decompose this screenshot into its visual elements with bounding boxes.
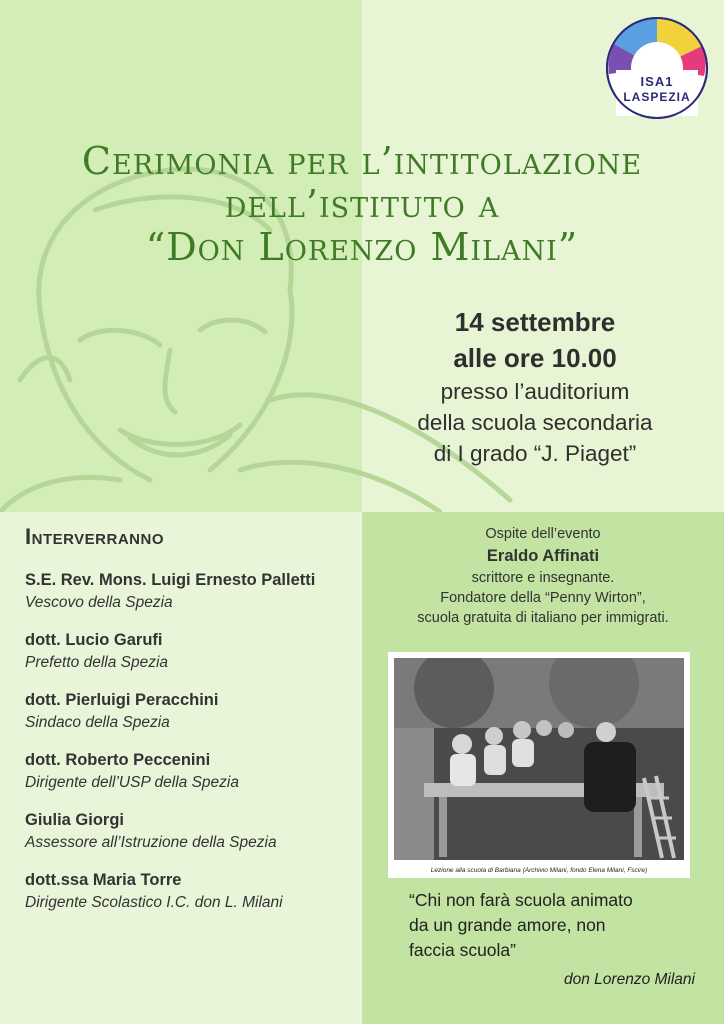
speaker-item: [25, 568, 355, 614]
speaker-item: [25, 688, 355, 734]
page-title: [0, 140, 724, 269]
guest-line-3: scuola gratuita di italiano per immigrati.: [417, 610, 669, 626]
event-info: [370, 304, 700, 469]
quote-line-3: faccia scuola”: [409, 940, 516, 960]
logo-text-bottom: LASPEZIA: [623, 90, 691, 104]
speaker-role: Assessore all’Istruzione della Spezia: [25, 834, 277, 851]
logo-text-top: ISA1: [640, 74, 674, 89]
event-time: alle ore 10.00: [453, 343, 617, 373]
quote-block: [409, 888, 709, 992]
speaker-role: Dirigente dell’USP della Spezia: [25, 774, 239, 791]
quote-line-1: “Chi non farà scuola animato: [409, 890, 633, 910]
event-place-1: presso l’auditorium: [440, 379, 630, 404]
speaker-item: [25, 868, 355, 914]
speaker-name: dott.ssa Maria Torre: [25, 871, 182, 889]
guest-info: [370, 524, 716, 628]
guest-intro: Ospite dell’evento: [485, 526, 601, 542]
title-line-3: “Don Lorenzo Milani”: [145, 225, 579, 269]
speaker-item: [25, 808, 355, 854]
guest-name: Eraldo Affinati: [486, 547, 600, 565]
event-date: 14 settembre: [454, 307, 616, 337]
speaker-name: dott. Pierluigi Peracchini: [25, 691, 219, 709]
photo-caption: Lezione alla scuola di Barbiana (Archivio Milani, fondo Elena Milani, Fscire): [430, 867, 648, 874]
event-place-3: di I grado “J. Piaget”: [433, 441, 637, 466]
title-line-2: dell’istituto a: [224, 182, 500, 226]
quote-line-2: da un grande amore, non: [409, 915, 606, 935]
speaker-item: [25, 628, 355, 674]
guest-line-1: scrittore e insegnante.: [471, 570, 615, 586]
historic-photo: [388, 652, 690, 878]
event-place-2: della scuola secondaria: [417, 410, 653, 435]
speaker-name: dott. Roberto Peccenini: [25, 751, 211, 769]
speakers-heading: Interverranno: [25, 524, 165, 549]
speaker-name: Giulia Giorgi: [25, 811, 125, 829]
photo-image: [394, 658, 684, 860]
speakers-list: [25, 524, 355, 928]
speaker-role: Prefetto della Spezia: [25, 654, 169, 671]
title-line-1: Cerimonia per l’intitolazione: [81, 139, 643, 183]
speaker-role: Vescovo della Spezia: [25, 594, 173, 611]
speaker-name: S.E. Rev. Mons. Luigi Ernesto Palletti: [25, 571, 316, 589]
school-logo: [606, 16, 708, 120]
quote-author: don Lorenzo Milani: [564, 971, 695, 988]
speaker-item: [25, 748, 355, 794]
speaker-role: Sindaco della Spezia: [25, 714, 170, 731]
speaker-name: dott. Lucio Garufi: [25, 631, 163, 649]
speaker-role: Dirigente Scolastico I.C. don L. Milani: [25, 894, 283, 911]
guest-line-2: Fondatore della “Penny Wirton”,: [440, 590, 646, 606]
